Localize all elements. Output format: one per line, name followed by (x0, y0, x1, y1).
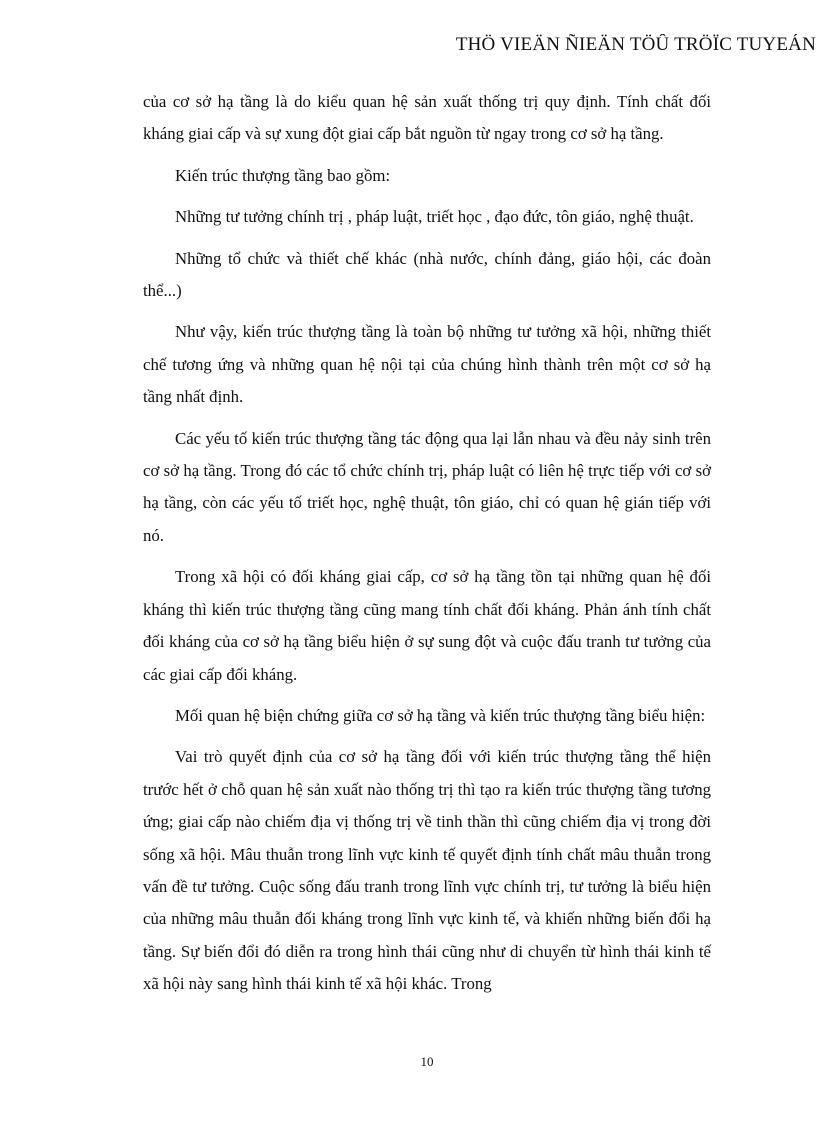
paragraph: Vai trò quyết định của cơ sở hạ tầng đối với kiến trúc thượng tầng thể hiện trước hết ở chỗ quan hệ sản xuất nào thống trị thì tạo ra kiến trúc thượng tầng tương ứng; giai cấp nào chiếm địa vị thống trị về tinh thần thì cũng chiếm địa vị trong đời sống xã hội. Mâu thuẫn trong lĩnh vực kinh tế quyết định tính chất mâu thuẫn trong vấn đề tư tưởng. Cuộc sống đấu tranh trong lĩnh vực chính trị, tư tưởng là biểu hiện của những mâu thuẫn đối kháng trong lĩnh vực kinh tế, và khiến những biến đổi hạ tầng. Sự biến đổi đó diễn ra trong hình thái cũng như di chuyển từ hình thái kinh tế xã hội này sang hình thái kinh tế xã hội khác. Trong (143, 747, 711, 994)
paragraph: của cơ sở hạ tầng là do kiểu quan hệ sản xuất thống trị quy định. Tính chất đối kháng giai cấp và sự xung đột giai cấp bắt nguồn từ ngay trong cơ sở hạ tầng. (143, 92, 711, 144)
document-body (143, 86, 711, 1010)
paragraph: Như vậy, kiến trúc thượng tầng là toàn bộ những tư tưởng xã hội, những thiết chế tương ứng và những quan hệ nội tại của chúng hình thành trên một cơ sở hạ tầng nhất định. (143, 322, 711, 407)
paragraph: Các yếu tố kiến trúc thượng tầng tác động qua lại lẫn nhau và đều nảy sinh trên cơ sở hạ tầng. Trong đó các tổ chức chính trị, pháp luật có liên hệ trực tiếp với cơ sở hạ tầng, còn các yếu tố triết học, nghệ thuật, tôn giáo, chỉ có quan hệ gián tiếp với nó. (143, 428, 711, 545)
paragraph: Những tư tưởng chính trị , pháp luật, triết học , đạo đức, tôn giáo, nghệ thuật. (175, 207, 694, 227)
paragraph: Mối quan hệ biện chứng giữa cơ sở hạ tầng và kiến trúc thượng tầng biểu hiện: (175, 705, 706, 725)
paragraph: Trong xã hội có đối kháng giai cấp, cơ sở hạ tầng tồn tại những quan hệ đối kháng thì kiến trúc thượng tầng cũng mang tính chất đối kháng. Phản ánh tính chất đối kháng của cơ sở hạ tầng biểu hiện ở sự sung đột và cuộc đấu tranh tư tưởng của các giai cấp đối kháng. (143, 567, 711, 684)
page-header: THÖ VIEÄN ÑIEÄN TÖÛ TRÖÏC TUYEÁN (455, 34, 816, 55)
page-number: 10 (420, 1054, 434, 1069)
paragraph: Những tổ chức và thiết chế khác (nhà nước, chính đảng, giáo hội, các đoàn thể...) (143, 248, 711, 301)
paragraph: Kiến trúc thượng tầng bao gồm: (175, 165, 391, 185)
